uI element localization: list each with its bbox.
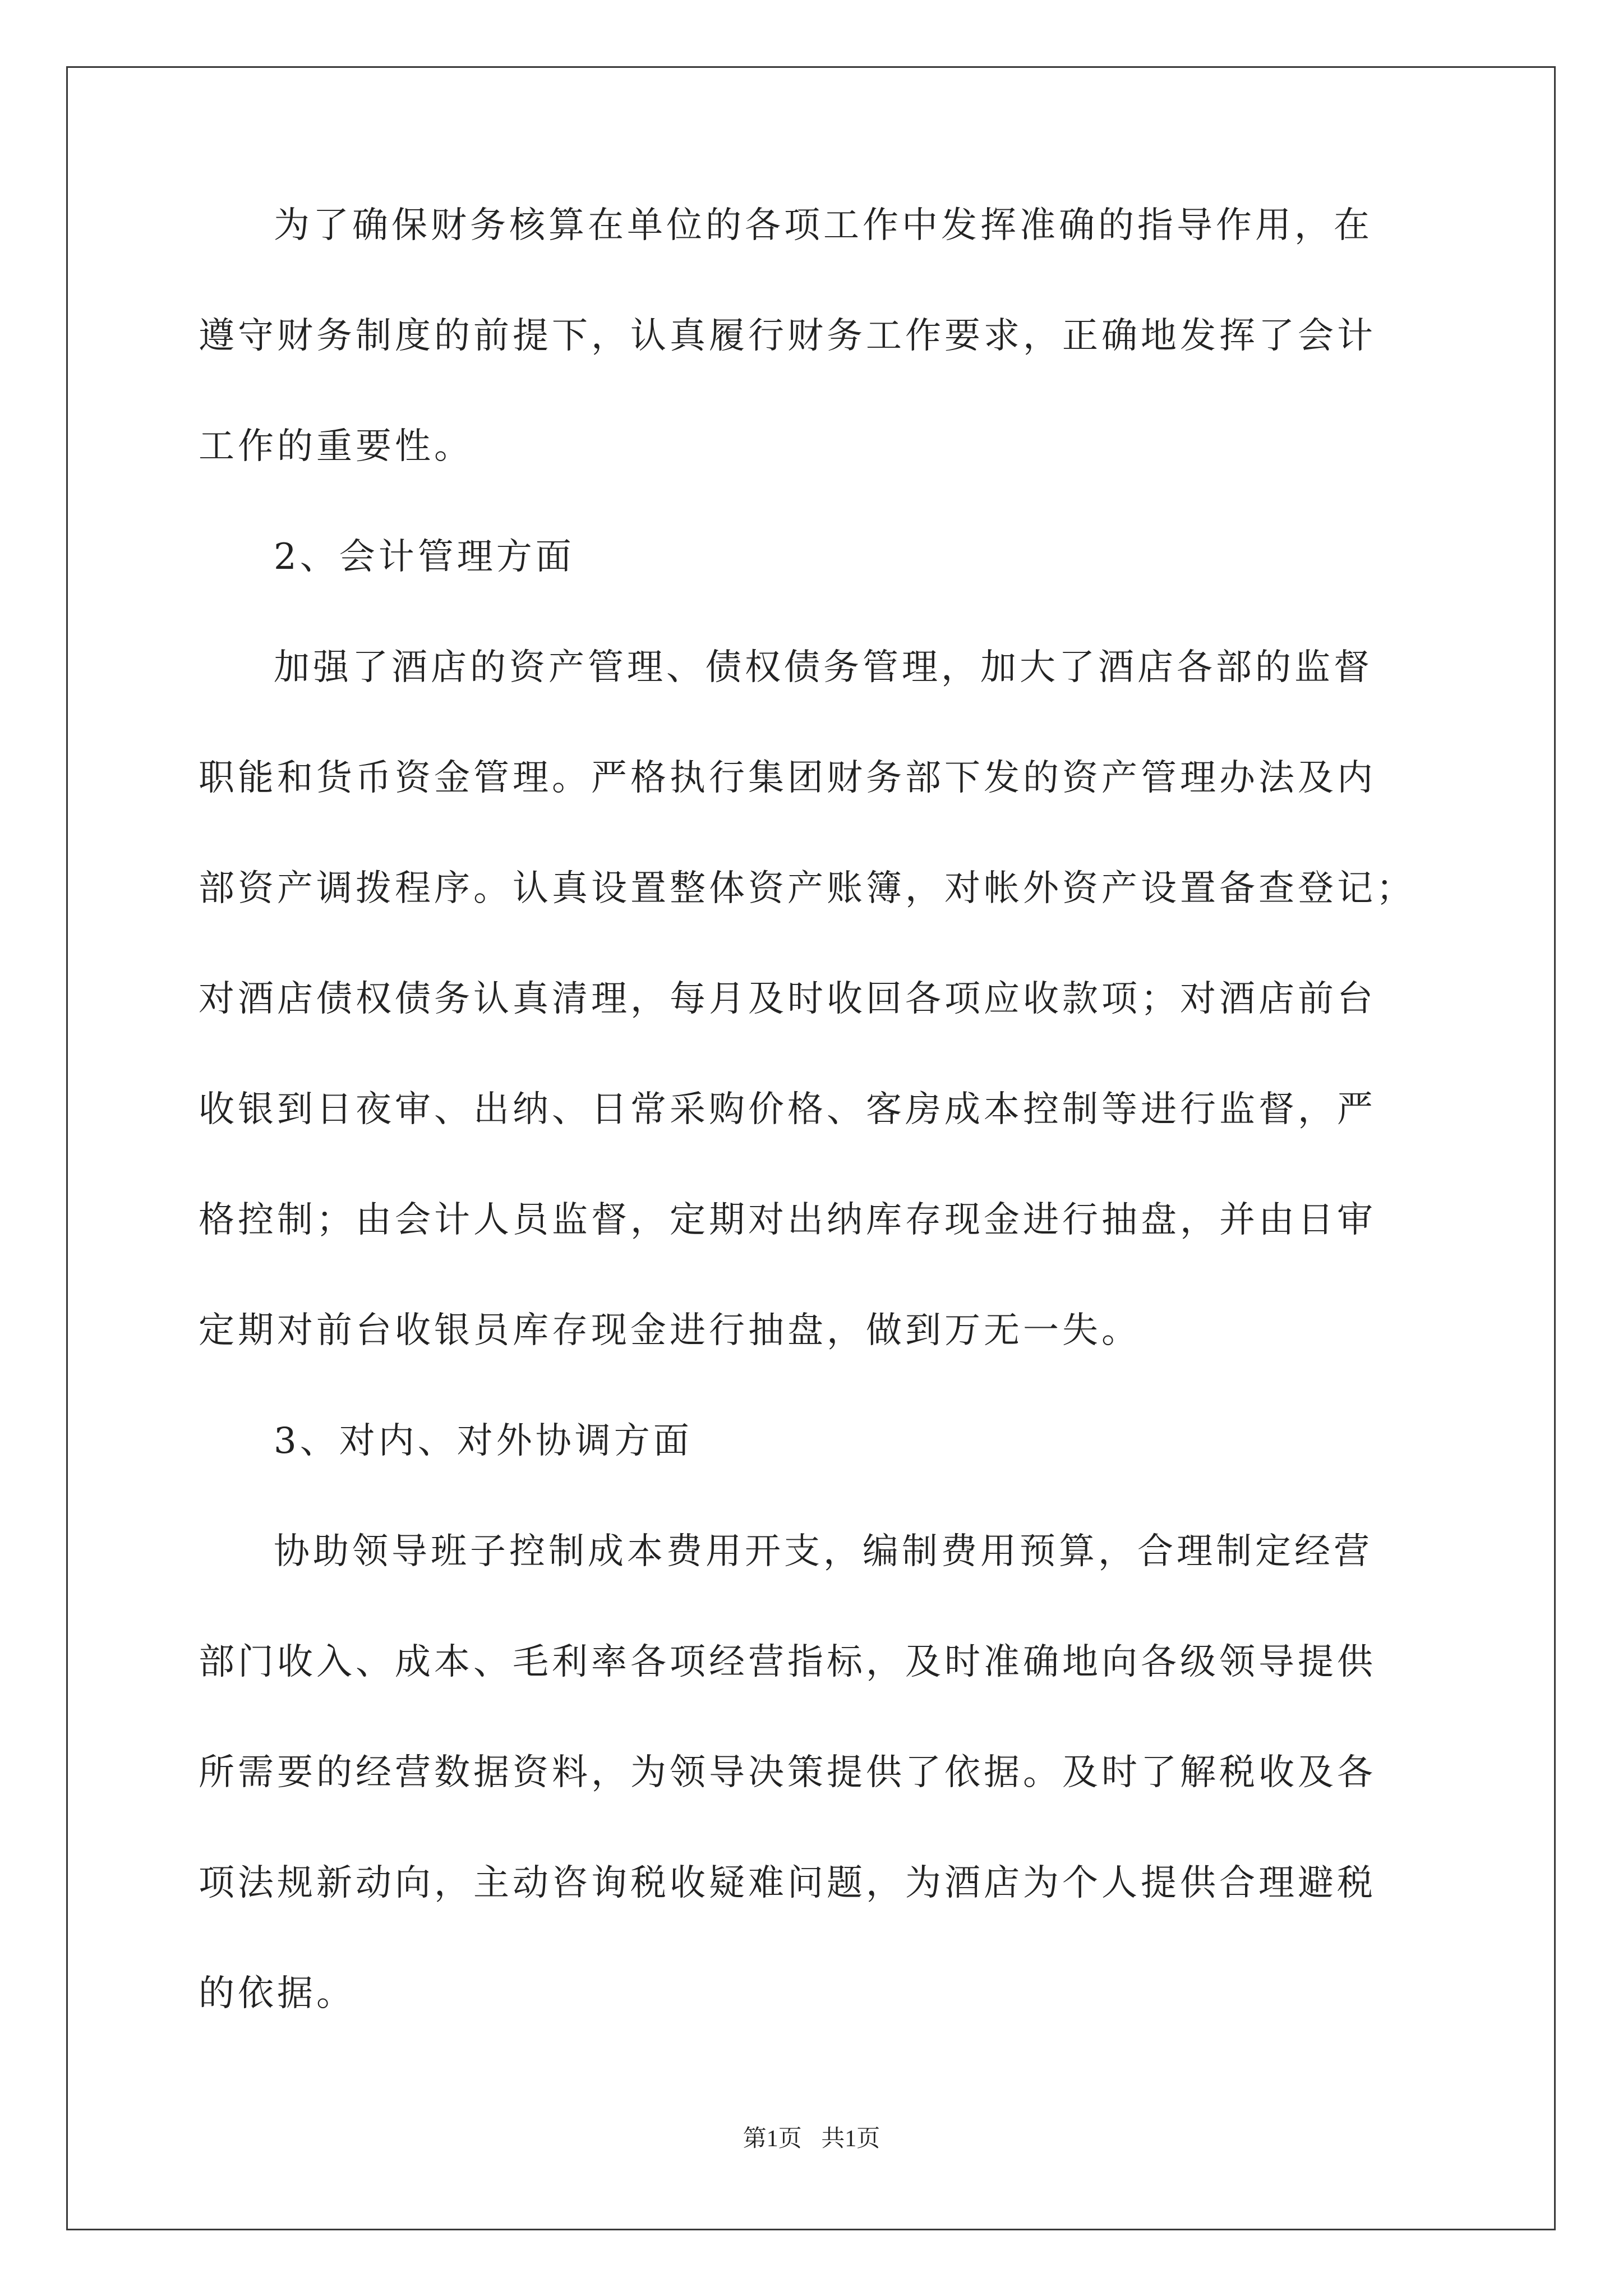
paragraph-2-line-4: 对酒店债权债务认真清理，每月及时收回各项应收款项；对酒店前台 [199,978,1376,1020]
paragraph-2-line-2: 职能和货币资金管理。严格执行集团财务部下发的资产管理办法及内 [199,757,1376,799]
paragraph-2-line-6: 格控制；由会计人员监督，定期对出纳库存现金进行抽盘，并由日审 [199,1199,1376,1241]
page-border [66,66,1556,2230]
paragraph-3-line-5: 的依据。 [199,1973,356,2014]
paragraph-2-line-7: 定期对前台收银员库存现金进行抽盘，做到万无一失。 [199,1310,1141,1351]
paragraph-1-line-2: 遵守财务制度的前提下，认真履行财务工作要求，正确地发挥了会计 [199,315,1376,357]
page-footer [0,2124,1623,2154]
paragraph-3-line-3: 所需要的经营数据资料，为领导决策提供了依据。及时了解税收及各 [199,1752,1376,1793]
paragraph-2-line-3: 部资产调拨程序。认真设置整体资产账簿，对帐外资产设置备查登记； [199,868,1415,909]
section-heading-coordination: 3、对内、对外协调方面 [274,1420,693,1462]
paragraph-2-line-1: 加强了酒店的资产管理、债权债务管理，加大了酒店各部的监督 [274,647,1373,688]
page-number-total: 共1页 [821,2126,880,2152]
paragraph-3-line-2: 部门收入、成本、毛利率各项经营指标，及时准确地向各级领导提供 [199,1641,1376,1683]
section-heading-accounting-management: 2、会计管理方面 [274,536,575,578]
paragraph-1-line-3: 工作的重要性。 [199,426,473,467]
paragraph-1-line-1: 为了确保财务核算在单位的各项工作中发挥准确的指导作用，在 [274,205,1373,246]
paragraph-3-line-1: 协助领导班子控制成本费用开支，编制费用预算，合理制定经营 [274,1531,1373,1572]
paragraph-3-line-4: 项法规新动向，主动咨询税收疑难问题，为酒店为个人提供合理避税 [199,1862,1376,1904]
paragraph-2-line-5: 收银到日夜审、出纳、日常采购价格、客房成本控制等进行监督，严 [199,1089,1376,1130]
page-number-current: 第1页 [743,2126,802,2152]
